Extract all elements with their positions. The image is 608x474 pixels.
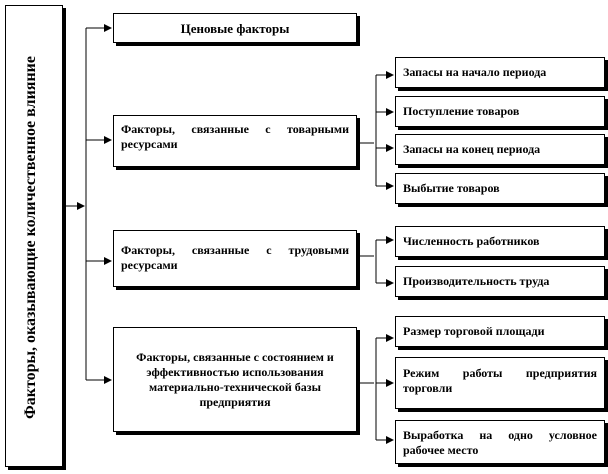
group-material-base: Факторы, связанные с состоянием и эффективностью использования материально-технической базы предприятия [113, 327, 357, 432]
item-goods-disposal: Выбытие товаров [395, 173, 605, 204]
group-labor-resources: Факторы, связанные с трудовыми ресурсами [113, 230, 357, 287]
root-label: Факторы, оказывающие количественное влияние [22, 56, 39, 419]
item-operating-mode: Режим работы предприятия торговли [395, 357, 605, 409]
item-headcount: Численность работников [395, 226, 605, 257]
group-price-factors: Ценовые факторы [113, 13, 357, 43]
item-goods-receipt: Поступление товаров [395, 96, 605, 127]
group-goods-resources: Факторы, связанные с товарными ресурсами [113, 115, 357, 167]
item-closing-stock: Запасы на конец периода [395, 134, 605, 165]
item-opening-stock: Запасы на начало периода [395, 57, 605, 88]
item-output-per-workplace: Выработка на одно условное рабочее место [395, 420, 605, 464]
item-sales-area: Размер торговой площади [395, 316, 605, 347]
item-labor-productivity: Производительность труда [395, 266, 605, 297]
